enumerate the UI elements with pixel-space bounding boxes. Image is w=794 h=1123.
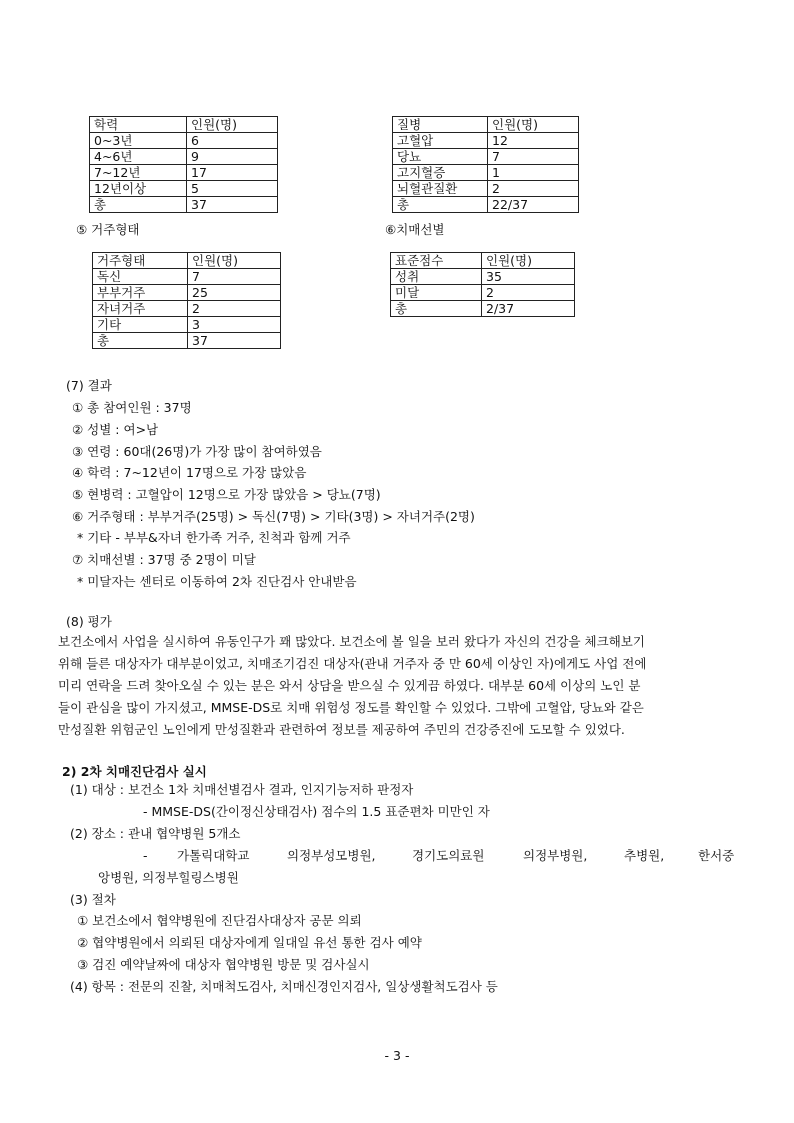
table-cell: 미달 <box>391 285 482 301</box>
education-table <box>89 116 278 213</box>
table-cell: 기타 <box>93 317 188 333</box>
table-cell: 고혈압 <box>393 133 488 149</box>
table-row <box>393 117 579 133</box>
table-row <box>393 133 579 149</box>
table-header-cell: 표준점수 <box>391 253 482 269</box>
table-cell: 총 <box>90 197 187 213</box>
table-cell: 6 <box>187 133 278 149</box>
table-cell: 2/37 <box>482 301 575 317</box>
place-line: (2) 장소 : 관내 협약병원 5개소 <box>70 826 241 841</box>
table-cell: 12 <box>488 133 579 149</box>
table-header-cell: 거주형태 <box>93 253 188 269</box>
table-cell: 7~12년 <box>90 165 187 181</box>
hospital-name: 한서중 <box>698 848 735 863</box>
evaluation-heading: (8) 평가 <box>66 614 112 629</box>
table-row <box>90 149 278 165</box>
procedure-heading: (3) 절차 <box>70 892 116 907</box>
result-item: ⑤ 현병력 : 고혈압이 12명으로 가장 많았음 > 당뇨(7명) <box>72 487 381 502</box>
procedure-item: ① 보건소에서 협약병원에 진단검사대상자 공문 의뢰 <box>77 913 362 928</box>
results-heading: (7) 결과 <box>66 378 112 393</box>
table-header-cell: 인원(명) <box>188 253 281 269</box>
table-cell: 4~6년 <box>90 149 187 165</box>
result-item: ① 총 참여인원 : 37명 <box>72 400 192 415</box>
result-item: ⑦ 치매선별 : 37명 중 2명이 미달 <box>72 552 256 567</box>
result-item: ③ 연령 : 60대(26명)가 가장 많이 참여하였음 <box>72 444 322 459</box>
table-row <box>391 253 575 269</box>
table-row <box>93 285 281 301</box>
target-detail: - MMSE-DS(간이정신상태검사) 점수의 1.5 표준편차 미만인 자 <box>143 804 490 819</box>
procedure-item: ③ 검진 예약날짜에 대상자 협약병원 방문 및 검사실시 <box>77 957 370 972</box>
place-detail: 앙병원, 의정부힐링스병원 <box>98 870 239 885</box>
procedure-item: ② 협약병원에서 의뢰된 대상자에게 일대일 유선 통한 검사 예약 <box>77 935 422 950</box>
table-row <box>93 301 281 317</box>
table-cell: 총 <box>391 301 482 317</box>
evaluation-line: 만성질환 위험군인 노인에게 만성질환과 관련하여 정보를 제공하여 주민의 건강증진에 도모할 수 있었다. <box>58 722 625 737</box>
residence-table <box>92 252 281 349</box>
table-row <box>393 197 579 213</box>
table-row <box>393 181 579 197</box>
table-cell: 2 <box>488 181 579 197</box>
table-cell: 22/37 <box>488 197 579 213</box>
residence-caption: ⑤ 거주형태 <box>76 222 140 237</box>
disease-table <box>392 116 579 213</box>
result-note: * 미달자는 센터로 이동하여 2차 진단검사 안내받음 <box>77 574 357 589</box>
result-item: ② 성별 : 여>남 <box>72 422 159 437</box>
table-row <box>90 181 278 197</box>
table-cell: 9 <box>187 149 278 165</box>
table-row <box>93 253 281 269</box>
hospital-name: 의정부병원, <box>523 848 588 863</box>
table-cell: 37 <box>188 333 281 349</box>
table-cell: 2 <box>482 285 575 301</box>
target-line: (1) 대상 : 보건소 1차 치매선별검사 결과, 인지기능저하 판정자 <box>70 782 414 797</box>
table-header-cell: 인원(명) <box>482 253 575 269</box>
table-row <box>391 269 575 285</box>
table-cell: 12년이상 <box>90 181 187 197</box>
table-cell: 2 <box>188 301 281 317</box>
table-header-cell: 인원(명) <box>488 117 579 133</box>
page-number: - 3 - <box>384 1048 410 1063</box>
evaluation-line: 들이 관심을 많이 가지셨고, MMSE-DS로 치매 위험성 정도를 확인할 수 있었다. 그밖에 고혈압, 당뇨와 같은 <box>58 700 644 715</box>
table-cell: 고지혈증 <box>393 165 488 181</box>
evaluation-line: 미리 연락을 드려 찾아오실 수 있는 분은 와서 상담을 받으실 수 있게끔 하였다. 대부분 60세 이상의 노인 분 <box>58 678 641 693</box>
table-row <box>93 317 281 333</box>
evaluation-line: 보건소에서 사업을 실시하여 유동인구가 꽤 많았다. 보건소에 볼 일을 보러 왔다가 자신의 건강을 체크해보기 <box>58 634 645 649</box>
table-row <box>93 269 281 285</box>
place-dash: - <box>143 848 148 863</box>
evaluation-line: 위해 들른 대상자가 대부분이었고, 치매조기검진 대상자(관내 거주자 중 만 60세 이상인 자)에게도 사업 전에 <box>58 656 647 671</box>
table-row <box>90 133 278 149</box>
table-cell: 7 <box>188 269 281 285</box>
hospital-name: 추병원, <box>624 848 665 863</box>
table-cell: 0~3년 <box>90 133 187 149</box>
table-row <box>393 165 579 181</box>
table-cell: 1 <box>488 165 579 181</box>
result-item: ④ 학력 : 7~12년이 17명으로 가장 많았음 <box>72 465 307 480</box>
table-cell: 자녀거주 <box>93 301 188 317</box>
table-cell: 35 <box>482 269 575 285</box>
table-cell: 7 <box>488 149 579 165</box>
table-row <box>90 197 278 213</box>
items-line: (4) 항목 : 전문의 진찰, 치매척도검사, 치매신경인지검사, 일상생활척도검사 등 <box>70 979 498 994</box>
table-row <box>90 117 278 133</box>
table-header-cell: 질병 <box>393 117 488 133</box>
table-cell: 25 <box>188 285 281 301</box>
table-cell: 뇌혈관질환 <box>393 181 488 197</box>
table-cell: 37 <box>187 197 278 213</box>
table-cell: 3 <box>188 317 281 333</box>
table-header-cell: 인원(명) <box>187 117 278 133</box>
table-row <box>391 301 575 317</box>
table-cell: 총 <box>393 197 488 213</box>
hospital-name: 의정부성모병원, <box>287 848 376 863</box>
table-cell: 17 <box>187 165 278 181</box>
table-row <box>93 333 281 349</box>
hospital-name: 경기도의료원 <box>412 848 485 863</box>
table-cell: 5 <box>187 181 278 197</box>
table-cell: 성취 <box>391 269 482 285</box>
result-note: * 기타 - 부부&자녀 한가족 거주, 친척과 함께 거주 <box>77 530 351 545</box>
screening-table <box>390 252 575 317</box>
table-row <box>393 149 579 165</box>
hospital-name: 가톨릭대학교 <box>177 848 250 863</box>
result-item: ⑥ 거주형태 : 부부거주(25명) > 독신(7명) > 기타(3명) > 자녀거주(2명) <box>72 509 475 524</box>
table-cell: 부부거주 <box>93 285 188 301</box>
table-cell: 당뇨 <box>393 149 488 165</box>
table-row <box>391 285 575 301</box>
table-cell: 독신 <box>93 269 188 285</box>
table-header-cell: 학력 <box>90 117 187 133</box>
table-row <box>90 165 278 181</box>
screening-caption: ⑥치매선별 <box>385 222 445 237</box>
table-cell: 총 <box>93 333 188 349</box>
section-heading: 2) 2차 치매진단검사 실시 <box>62 764 207 779</box>
